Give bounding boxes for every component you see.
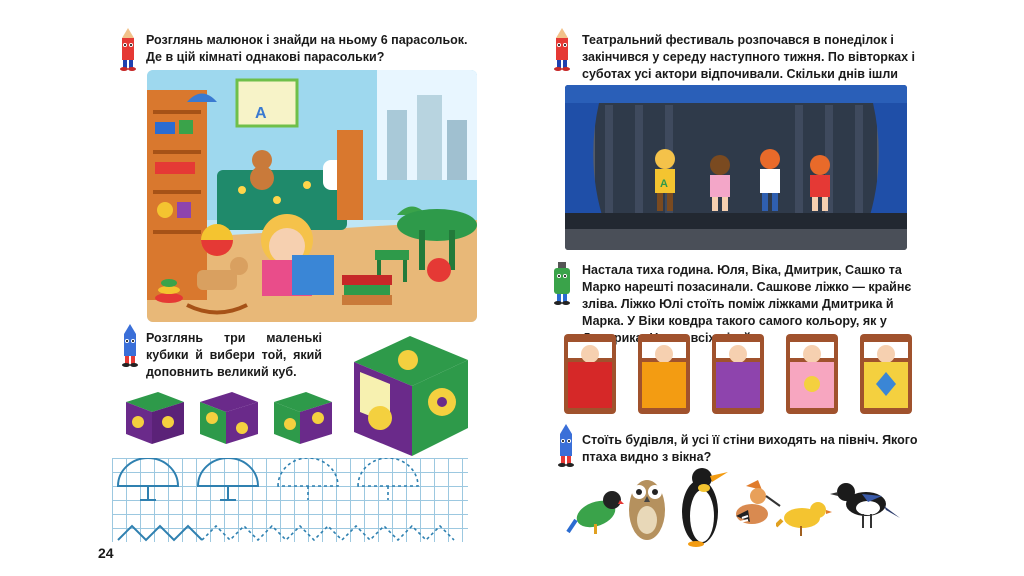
bed-3 xyxy=(710,332,766,416)
pencil-mascot-icon xyxy=(114,28,142,72)
question-theatre: Театральний фестиваль розпочався в понеділок і закінчився у середу наступного тижня. По вівторках і суботах усі актори відпочивали. Скільки днів ішли xyxy=(582,33,916,81)
big-cube xyxy=(350,332,472,465)
bed-5 xyxy=(858,332,914,416)
canary-icon xyxy=(776,494,834,545)
small-cube-3 xyxy=(270,388,336,453)
magpie-icon xyxy=(828,474,900,545)
bed-1 xyxy=(562,332,618,416)
question-cubes: Розглянь три маленькі кубики й вибери той, який доповнить великий куб. xyxy=(146,331,322,379)
small-cube-1 xyxy=(122,388,188,453)
pencil-mascot-icon xyxy=(548,28,576,72)
small-cube-2 xyxy=(196,388,262,453)
owl-icon xyxy=(624,470,670,547)
shirt-letter: A xyxy=(660,178,668,190)
stage-illustration xyxy=(565,85,907,250)
poster-letter: A xyxy=(255,105,267,122)
bed-4 xyxy=(784,332,840,416)
bed-2 xyxy=(636,332,692,416)
question-beds: Настала тиха година. Юля, Віка, Дмитрик, Сашко та Марко нарешті позасинали. Сашкове ліжко — крайнє зліва. Ліжко Юлі стоїть поміж ліжками Дмитрика й Марка. У Віки ковдра такого самого кольору, як у всіх xyxy=(582,263,912,345)
tracing-grid xyxy=(112,458,468,542)
paint-tube-mascot-icon xyxy=(548,262,576,306)
crayon-mascot-icon xyxy=(552,424,580,468)
question-birds: Стоїть будівля, й усі її стіни виходять на північ. Якого птаха видно з вікна? xyxy=(582,433,918,464)
page-number: 24 xyxy=(98,545,114,561)
room-illustration xyxy=(147,70,477,322)
lovebird-icon xyxy=(566,484,624,545)
hoopoe-icon xyxy=(728,478,782,543)
question-umbrellas: Розглянь малюнок і знайди на ньому 6 парасольок. Де в цій кімнаті однакові парасольки? xyxy=(146,33,468,64)
penguin-icon xyxy=(672,464,730,553)
crayon-mascot-icon xyxy=(116,324,144,368)
